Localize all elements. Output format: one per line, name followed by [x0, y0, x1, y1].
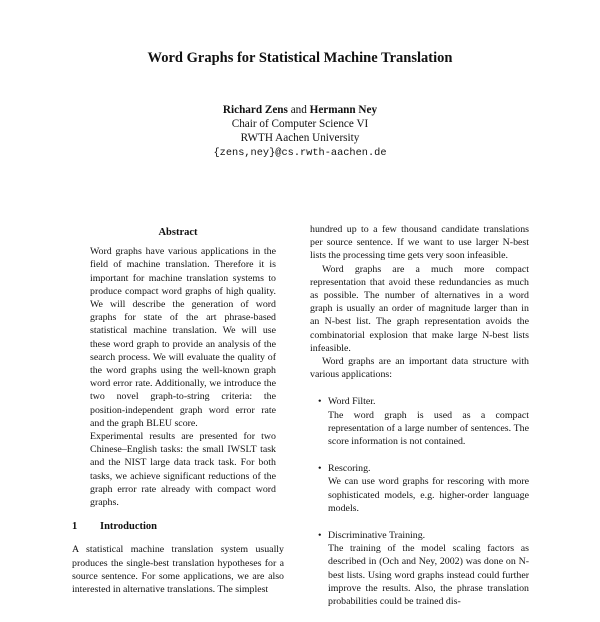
author-conjunction: and [290, 104, 307, 116]
list-item [310, 529, 529, 608]
list-item [310, 395, 529, 448]
email: {zens,ney}@cs.rwth-aachen.de [213, 146, 387, 159]
bullet-icon: • [318, 463, 322, 475]
section-number: 1 [72, 521, 78, 533]
list-item-title: Rescoring. [328, 463, 371, 475]
section-title: Introduction [100, 521, 157, 533]
right-paragraph-2: Word graphs are a much more compact representation that avoid these redundancies as much as possible. The number of alternatives in a word graph is usually an order of magnitude larger than in an N-best list. The graph representation avoids the combinatorial explosion that make large N-best lists infeasible. [310, 263, 529, 354]
list-item [310, 462, 529, 515]
list-item-body: The training of the model scaling factors as described in (Och and Ney, 2002) was done on N-best lists. Using word graphs instead could further improve the results. Also, the phrase translation probabilities could be trained dis- [328, 543, 529, 608]
list-item-title: Discriminative Training. [328, 530, 426, 542]
left-column [72, 226, 284, 596]
intro-paragraph-1: A statistical machine translation system usually produces the single-best translation hypotheses for a source sentence. For some applications, we are also interested in alternative translations. The simplest [72, 544, 284, 596]
author-block [0, 103, 600, 160]
abstract-heading: Abstract [158, 227, 198, 238]
right-column [310, 223, 529, 622]
section-heading-introduction [72, 520, 284, 533]
author-2: Hermann Ney [309, 104, 378, 116]
abstract-body [72, 245, 284, 509]
list-item-body: We can use word graphs for rescoring with more sophisticated models, e.g. higher-order language models. [328, 476, 529, 514]
list-item-title: Word Filter. [328, 396, 376, 408]
bullet-icon: • [318, 396, 322, 408]
applications-list [310, 395, 529, 608]
abstract-paragraph-1: Word graphs have various applications in the field of machine translation. Therefore it is important for machine translation systems to produce compact word graphs of high quality. We will describe the generation of word graphs for state of the art phrase-based statistical machine translation. We will use these word graph to provide an analysis of the search process. We will evaluate the quality of the word graphs using the well-known graph word error rate. Additionally, we introduce the two novel graph-to-string criteria: the position-independent graph word error rate and the graph BLEU score. [90, 246, 276, 429]
list-item-body: The word graph is used as a compact representation of a large number of sentences. The score information is not contained. [328, 409, 529, 448]
author-1: Richard Zens [222, 104, 288, 116]
abstract-paragraph-2: Experimental results are presented for two Chinese–English tasks: the small IWSLT task and the NIST large data track task. For both tasks, we achieve significant reductions of the graph error rate already with compact word graphs. [90, 431, 276, 509]
right-paragraph-1: hundred up to a few thousand candidate translations per source sentence. If we want to use larger N-best lists the processing time gets very soon infeasible. [310, 224, 529, 262]
paper-title: Word Graphs for Statistical Machine Translation [147, 50, 453, 66]
author-names [0, 103, 600, 117]
right-paragraph-3: Word graphs are an important data structure with various applications: [310, 356, 529, 381]
bullet-icon: • [318, 530, 322, 542]
affiliation: Chair of Computer Science VI [231, 118, 369, 131]
university: RWTH Aachen University [240, 132, 360, 145]
